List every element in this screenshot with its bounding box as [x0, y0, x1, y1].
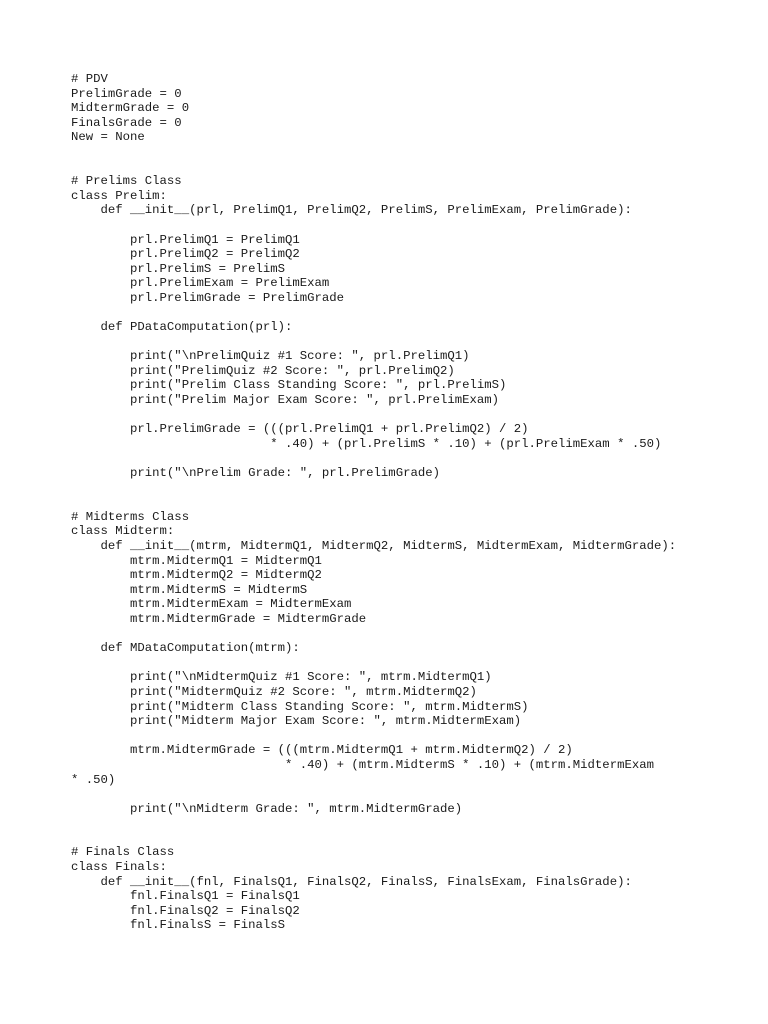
code-line: [71, 160, 676, 175]
code-line: [71, 306, 676, 321]
code-line: # Prelims Class: [71, 174, 182, 189]
code-line: New = None: [71, 130, 145, 145]
code-line: print("MidtermQuiz #2 Score: ", mtrm.MidtermQ2): [71, 684, 477, 699]
code-line: print("PrelimQuiz #2 Score: ", prl.PrelimQ2): [71, 363, 455, 378]
code-line: print("\nPrelim Grade: ", prl.PrelimGrade): [71, 466, 440, 481]
code-line: fnl.FinalsQ1 = FinalsQ1: [71, 889, 300, 904]
code-line: [71, 831, 676, 846]
code-line: [71, 787, 676, 802]
code-line: def __init__(mtrm, MidtermQ1, MidtermQ2, MidtermS, MidtermExam, MidtermGrade):: [71, 539, 677, 553]
code-line: print("\nMidtermQuiz #1 Score: ", mtrm.MidtermQ1): [71, 670, 492, 685]
code-line: class Midterm:: [71, 524, 175, 539]
code-line: print("Midterm Class Standing Score: ", mtrm.MidtermS): [71, 699, 529, 714]
code-line: prl.PrelimQ2 = PrelimQ2: [71, 247, 300, 262]
code-line: print("Prelim Class Standing Score: ", prl.PrelimS): [71, 378, 507, 393]
code-line: [71, 627, 676, 642]
code-block: [71, 72, 676, 933]
code-line: mtrm.MidtermS = MidtermS: [71, 582, 308, 597]
code-line: def PDataComputation(prl):: [71, 320, 293, 335]
code-line: print("\nMidterm Grade: ", mtrm.MidtermGrade): [71, 801, 463, 816]
code-line: FinalsGrade = 0: [71, 115, 182, 130]
code-line: [71, 408, 676, 423]
code-line: mtrm.MidtermQ2 = MidtermQ2: [71, 568, 322, 583]
code-line: # Midterms Class: [71, 509, 190, 524]
code-line: prl.PrelimQ1 = PrelimQ1: [71, 232, 300, 247]
code-line: # PDV: [71, 72, 108, 86]
code-line: def MDataComputation(mtrm):: [71, 641, 300, 656]
code-line: def __init__(fnl, FinalsQ1, FinalsQ2, FinalsS, FinalsExam, FinalsGrade):: [71, 874, 632, 889]
code-line: fnl.FinalsQ2 = FinalsQ2: [71, 903, 300, 918]
code-line: * .40) + (mtrm.MidtermS * .10) + (mtrm.MidtermExam: [71, 757, 654, 772]
code-line: prl.PrelimExam = PrelimExam: [71, 276, 330, 291]
code-line: MidtermGrade = 0: [71, 101, 190, 116]
code-line: PrelimGrade = 0: [71, 86, 182, 101]
code-line: mtrm.MidtermGrade = MidtermGrade: [71, 611, 367, 626]
code-line: * .50): [71, 772, 116, 787]
code-line: prl.PrelimGrade = (((prl.PrelimQ1 + prl.PrelimQ2) / 2): [71, 422, 529, 437]
code-line: [71, 218, 676, 233]
code-line: print("Midterm Major Exam Score: ", mtrm.MidtermExam): [71, 714, 522, 729]
code-line: [71, 481, 676, 496]
code-line: fnl.FinalsS = FinalsS: [71, 918, 286, 933]
code-line: [71, 656, 676, 671]
code-line: # Finals Class: [71, 845, 175, 860]
code-line: def __init__(prl, PrelimQ1, PrelimQ2, PrelimS, PrelimExam, PrelimGrade):: [71, 203, 632, 218]
code-line: prl.PrelimS = PrelimS: [71, 261, 286, 276]
code-line: print("Prelim Major Exam Score: ", prl.PrelimExam): [71, 393, 500, 408]
code-line: mtrm.MidtermExam = MidtermExam: [71, 597, 352, 612]
code-line: [71, 816, 676, 831]
code-line: * .40) + (prl.PrelimS * .10) + (prl.PrelimExam * .50): [71, 436, 662, 451]
code-line: prl.PrelimGrade = PrelimGrade: [71, 290, 345, 305]
code-line: print("\nPrelimQuiz #1 Score: ", prl.PrelimQ1): [71, 349, 470, 364]
code-line: class Finals:: [71, 860, 167, 875]
code-line: [71, 495, 676, 510]
code-line: class Prelim:: [71, 188, 167, 203]
code-line: [71, 451, 676, 466]
code-line: [71, 729, 676, 744]
code-line: mtrm.MidtermQ1 = MidtermQ1: [71, 553, 322, 568]
code-line: [71, 335, 676, 350]
code-line: [71, 145, 676, 160]
code-line: mtrm.MidtermGrade = (((mtrm.MidtermQ1 + mtrm.MidtermQ2) / 2): [71, 743, 573, 758]
